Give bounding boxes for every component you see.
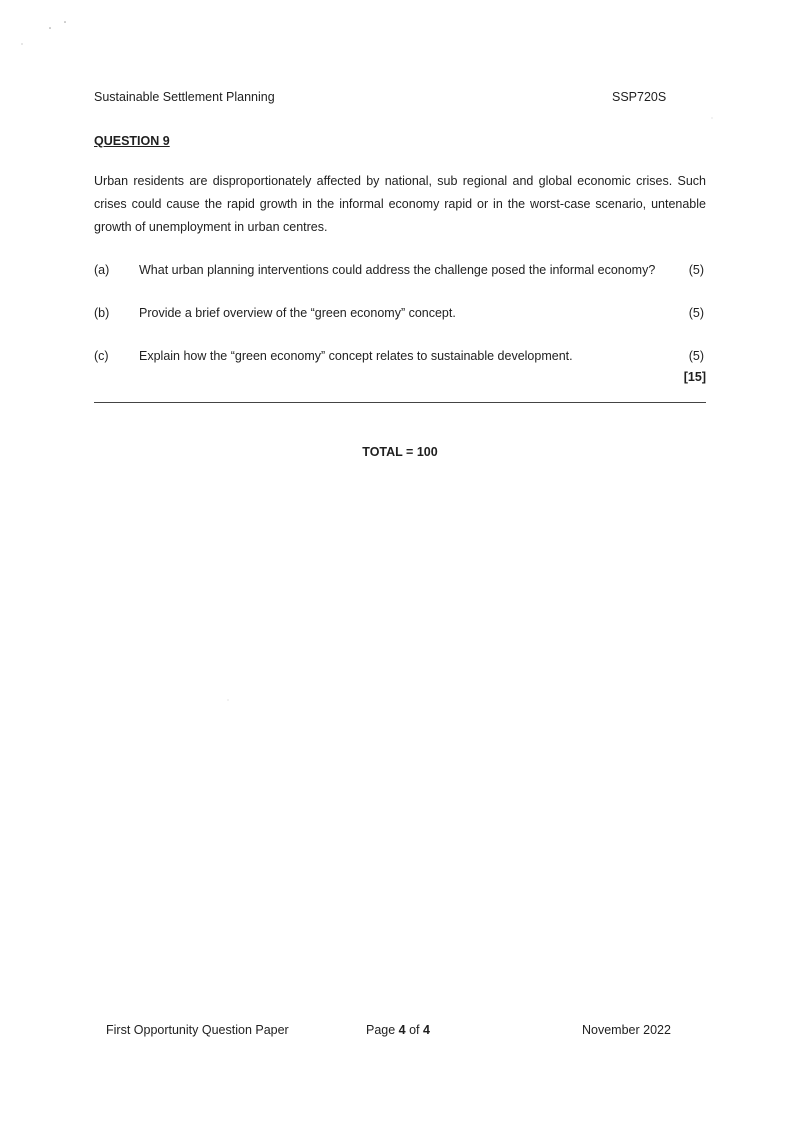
question-part-c [94, 349, 706, 369]
course-title: Sustainable Settlement Planning [94, 90, 275, 104]
part-marks: (5) [688, 349, 704, 363]
part-marks: (5) [688, 306, 704, 320]
page-of: of [405, 1023, 423, 1037]
part-label: (a) [94, 263, 110, 277]
part-label: (b) [94, 306, 110, 320]
footer-page-number [366, 1023, 430, 1037]
question-total-marks: [15] [683, 370, 706, 384]
grand-total: TOTAL = 100 [362, 445, 438, 459]
course-code: SSP720S [612, 90, 667, 104]
part-text: Explain how the “green economy” concept relates to sustainable development. [139, 349, 573, 363]
divider-line [94, 402, 706, 403]
question-heading: QUESTION 9 [94, 134, 170, 148]
page-total: 4 [423, 1023, 430, 1037]
footer-paper-name: First Opportunity Question Paper [106, 1023, 289, 1037]
question-part-a [94, 263, 706, 283]
part-text: Provide a brief overview of the “green economy” concept. [139, 306, 456, 320]
question-part-b [94, 306, 706, 326]
footer-date: November 2022 [582, 1023, 671, 1037]
question-intro: Urban residents are disproportionately affected by national, sub regional and global economic crises. Such crises could cause the rapid growth in the informal economy rapid or in the worst-case scenario, untenable growth of unemployment in urban centres. [94, 174, 706, 234]
page-current: 4 [398, 1023, 406, 1037]
page-prefix: Page [366, 1023, 399, 1037]
part-marks: (5) [688, 263, 704, 277]
part-text: What urban planning interventions could address the challenge posed the informal economy? [139, 263, 656, 277]
part-label: (c) [94, 349, 109, 363]
